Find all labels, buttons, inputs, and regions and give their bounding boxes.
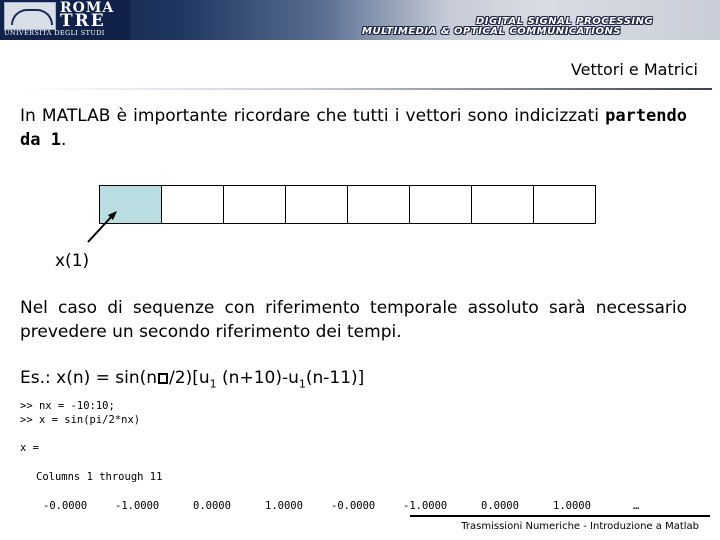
pi-symbol-icon <box>158 373 168 384</box>
intro-end: . <box>60 130 67 150</box>
intro-text: In MATLAB è importante ricordare che tutti i vettori sono indicizzati <box>20 106 599 126</box>
code-line: >> nx = -10:10; <box>20 400 115 412</box>
code-output-label: x = <box>20 442 39 454</box>
slide-title: Vettori e Matrici <box>570 60 698 79</box>
formula-part4: (n-11)] <box>305 368 365 388</box>
code-value: -1.0000 <box>403 500 448 512</box>
footer-text: Trasmissioni Numeriche - Introduzione a Matlab <box>461 521 699 532</box>
time-reference-paragraph: Nel caso di sequenze con riferimento temporale assoluto sarà necessario prevedere un secondo riferimento dei tempi. <box>20 298 687 342</box>
code-value: -0.0000 <box>43 500 88 512</box>
code-columns-label: Columns 1 through 11 <box>36 471 163 483</box>
logo-tre-text: TRE <box>60 11 106 31</box>
footer-divider <box>410 515 710 517</box>
code-value: 1.0000 <box>553 500 591 512</box>
code-value-ellipsis: … <box>633 500 640 512</box>
code-value: 1.0000 <box>265 500 303 512</box>
formula-part3: (n+10)-u <box>216 368 299 388</box>
banner-dsp-text: DIGITAL SIGNAL PROCESSING <box>476 16 654 27</box>
code-value: -1.0000 <box>115 500 160 512</box>
code-value: 0.0000 <box>193 500 231 512</box>
example-formula <box>20 368 364 390</box>
formula-sub2: 1 <box>298 377 306 391</box>
banner-multimedia-text: MULTIMEDIA & OPTICAL COMMUNICATIONS <box>362 26 622 37</box>
logo-university-text: UNIVERSITÀ DEGLI STUDI <box>4 29 105 37</box>
code-value: -0.0000 <box>331 500 376 512</box>
code-values-row <box>0 500 720 514</box>
intro-bold-text: partendo da 1 <box>20 106 687 150</box>
formula-sub1: 1 <box>209 377 217 391</box>
code-line: >> x = sin(pi/2*nx) <box>20 414 141 426</box>
code-value: 0.0000 <box>481 500 519 512</box>
logo-roma-text: ROMA <box>60 0 115 16</box>
formula-part2: /2)[u <box>169 368 210 388</box>
formula-part1: Es.: x(n) = sin(n <box>20 368 158 388</box>
index-label: x(1) <box>55 251 90 271</box>
